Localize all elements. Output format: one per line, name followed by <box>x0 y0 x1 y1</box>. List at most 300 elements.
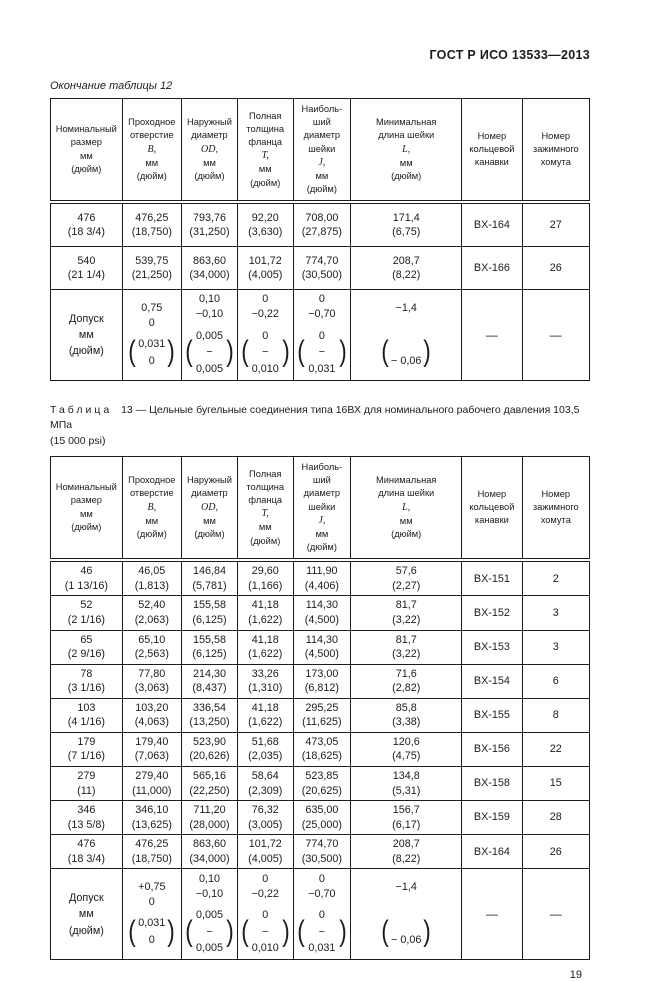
table-cell <box>181 247 237 290</box>
cell-line: 523,85 <box>305 770 339 783</box>
cell-line: 92,20 <box>251 211 279 224</box>
table-row <box>51 560 590 596</box>
cell-line: 120,6 <box>392 735 420 748</box>
tolerance-inch-values <box>240 328 291 378</box>
tolerance-mm-line: 0 <box>148 896 155 909</box>
cell-line: 57,6 <box>395 565 417 578</box>
header-line: диаметр <box>303 488 341 499</box>
cell-line: 155,58 <box>192 633 226 646</box>
cell-line: 155,58 <box>192 599 226 612</box>
table-cell: 28 <box>522 801 589 835</box>
table-cell <box>51 560 123 596</box>
header-line: (дюйм) <box>71 163 102 174</box>
cell-line: (22,250) <box>189 784 230 797</box>
cell-line: (8,437) <box>192 682 227 695</box>
cell-line: (3,005) <box>248 818 283 831</box>
tolerance-mm-values <box>240 872 291 902</box>
tolerance-paren-left: ( <box>185 914 193 948</box>
cell-line: (1,622) <box>248 716 283 729</box>
table-cell <box>51 698 123 732</box>
cell-line: (2,063) <box>134 613 169 626</box>
tolerance-paren-right: ) <box>281 914 290 948</box>
cell-line: 214,30 <box>192 667 226 680</box>
cell-line: 101,72 <box>248 254 282 267</box>
table-cell <box>51 202 123 247</box>
header-line: отверстие <box>129 488 174 499</box>
cell-line: (27,875) <box>301 226 342 239</box>
header-line: (дюйм) <box>194 528 225 539</box>
table-cell: 27 <box>522 202 589 247</box>
tolerance-paren-right: ) <box>339 335 347 369</box>
tolerance-inch-line <box>391 915 421 932</box>
table-cell: BX-155 <box>462 698 522 732</box>
tolerance-paren-left: ( <box>128 335 137 369</box>
header-line: размер <box>70 495 102 506</box>
header-line: Номер <box>541 488 571 499</box>
cell-line: 41,18 <box>251 701 279 714</box>
cell-line: (4,005) <box>248 852 283 865</box>
cell-line: (3,630) <box>248 226 283 239</box>
table-cell <box>122 596 181 630</box>
header-line: мм <box>203 515 216 526</box>
table-cell <box>181 801 237 835</box>
table13-caption <box>50 403 590 450</box>
cell-line: 85,8 <box>395 701 417 714</box>
tolerance-label-line: Допуск <box>68 312 104 325</box>
tolerance-mm-line <box>353 895 459 910</box>
header-line: канавки <box>474 157 509 168</box>
cell-line: (2,309) <box>248 784 283 797</box>
cell-line: 279 <box>77 770 96 783</box>
tolerance-mm-line: −0,22 <box>251 887 279 900</box>
table-row <box>51 835 590 869</box>
cell-line: (3,22) <box>392 613 421 626</box>
tolerance-inch-values <box>184 328 235 378</box>
table-cell <box>122 835 181 869</box>
header-row <box>51 456 590 560</box>
tolerance-label-line: Допуск <box>68 892 104 905</box>
tolerance-dash-cell: — <box>462 869 522 960</box>
cell-line: (34,000) <box>189 852 230 865</box>
cell-line: (2,82) <box>392 682 421 695</box>
cell-line: 565,16 <box>192 770 226 783</box>
table-row <box>51 630 590 664</box>
cell-line: (21 1/4) <box>67 269 105 282</box>
header-line: диаметр <box>191 130 228 141</box>
tolerance-mm-values <box>296 872 349 902</box>
cell-line: (20,626) <box>189 750 230 763</box>
header-line: канавки <box>474 515 509 526</box>
tolerance-mm-line: 0 <box>262 293 269 306</box>
column-header-6 <box>351 456 462 560</box>
header-line: Проходное <box>128 475 176 486</box>
table-cell <box>351 664 462 698</box>
cell-line: (2 1/16) <box>67 613 105 626</box>
header-line: мм <box>258 164 272 175</box>
cell-line: (1,813) <box>134 579 169 592</box>
tolerance-mm-line <box>353 316 459 331</box>
table13-caption-line1 <box>50 403 590 435</box>
cell-line: 76,32 <box>251 804 279 817</box>
table-cell <box>293 732 351 766</box>
tolerance-inch-values <box>296 328 349 378</box>
header-line: размер <box>70 137 102 148</box>
header-line: (дюйм) <box>306 184 337 195</box>
header-line: диаметр <box>191 488 228 499</box>
table-cell <box>51 732 123 766</box>
cell-line: (5,781) <box>192 579 227 592</box>
cell-line: 708,00 <box>305 211 339 224</box>
table-cell <box>238 664 294 698</box>
header-line: Номер <box>541 130 571 141</box>
tolerance-inch-values <box>240 907 291 957</box>
cell-line: (8,22) <box>392 852 421 865</box>
tolerance-mm-line: 0 <box>318 293 325 306</box>
cell-line: (18 3/4) <box>67 852 105 865</box>
table-cell <box>351 247 462 290</box>
table-cell <box>181 835 237 869</box>
table-cell <box>122 630 181 664</box>
variable-symbol: J, <box>318 514 326 526</box>
tolerance-inch-values <box>353 915 459 948</box>
table-cell <box>122 732 181 766</box>
table-cell <box>238 767 294 801</box>
header-line: мм <box>315 528 329 539</box>
table-cell <box>238 202 294 247</box>
tolerance-mm-line: −0,10 <box>195 308 224 321</box>
cell-line: (4,500) <box>304 613 339 626</box>
table-cell <box>293 664 351 698</box>
tolerance-inch-stack <box>391 915 421 948</box>
table-cell: BX-151 <box>462 560 522 596</box>
header-line: Наиболь- <box>301 461 343 472</box>
cell-line: (6,75) <box>392 226 421 239</box>
table13-caption-text: 13 — Цельные бугельные соединения типа 16ВХ для номинального рабочего давления 103,5 МПа <box>50 403 580 432</box>
cell-line: (6,17) <box>392 818 421 831</box>
tolerance-inch-values <box>353 336 459 369</box>
cell-line: 476,25 <box>135 211 169 224</box>
table-cell: BX-166 <box>462 247 522 290</box>
table-cell: BX-164 <box>462 202 522 247</box>
cell-line: 103,20 <box>135 701 169 714</box>
tolerance-mm-line: 0 <box>262 872 269 885</box>
table-cell: 3 <box>522 596 589 630</box>
header-line: зажимного <box>532 144 579 155</box>
table-cell <box>293 202 351 247</box>
tolerance-paren-left: ( <box>241 914 249 948</box>
tolerance-inch-line: 0 <box>262 329 269 342</box>
header-line: длина шейки <box>378 130 435 141</box>
cell-line: (1,622) <box>248 648 283 661</box>
cell-line: 476 <box>77 211 96 224</box>
tolerance-inch-stack <box>251 328 280 378</box>
cell-line: (4,500) <box>304 648 339 661</box>
header-row <box>51 99 590 203</box>
tolerance-inch-stack <box>307 907 338 957</box>
table-cell: BX-164 <box>462 835 522 869</box>
table-cell <box>351 596 462 630</box>
header-line: (дюйм) <box>194 170 225 181</box>
table-cell: 26 <box>522 247 589 290</box>
table-cell <box>181 596 237 630</box>
column-header-3 <box>181 456 237 560</box>
cell-line: (3,22) <box>392 648 421 661</box>
table-cell <box>293 247 351 290</box>
tolerance-inch-line: 0 <box>318 908 325 921</box>
cell-line: 774,70 <box>305 254 339 267</box>
variable-symbol: J, <box>318 156 326 168</box>
header-line: Наиболь- <box>301 104 343 114</box>
table-cell <box>238 247 294 290</box>
table-cell <box>181 202 237 247</box>
cell-line: (4,75) <box>392 750 421 763</box>
table-cell <box>181 732 237 766</box>
cell-line: (1,310) <box>248 682 283 695</box>
tolerance-paren-left: ( <box>381 335 389 369</box>
cell-line: 41,18 <box>251 633 279 646</box>
table-cell <box>351 630 462 664</box>
tolerance-label-line: (дюйм) <box>68 924 104 937</box>
cell-line: (18,625) <box>301 750 342 763</box>
cell-line: (11,000) <box>132 784 172 797</box>
header-line: шейки <box>308 501 336 512</box>
header-line: ший <box>312 475 331 486</box>
header-line: Минимальная <box>375 117 437 128</box>
cell-line: 134,8 <box>392 770 420 783</box>
tolerance-inch-values <box>184 907 235 957</box>
header-line: (дюйм) <box>306 542 337 553</box>
cell-line: (8,22) <box>392 269 421 282</box>
cell-line: 171,4 <box>392 211 420 224</box>
cell-line: (6,125) <box>192 648 227 661</box>
cell-line: (34,000) <box>189 269 230 282</box>
cell-line: 81,7 <box>395 599 417 612</box>
table-cell <box>293 835 351 869</box>
table-cell <box>238 732 294 766</box>
cell-line: 635,00 <box>305 804 339 817</box>
cell-line: 476,25 <box>135 838 169 851</box>
table-cell <box>351 801 462 835</box>
tolerance-cell <box>181 290 237 380</box>
header-line: кольцевой <box>469 502 515 513</box>
header-line: мм <box>315 170 329 181</box>
tolerance-mm-values <box>353 880 459 910</box>
table-cell <box>238 801 294 835</box>
tolerance-inch-stack <box>195 907 224 957</box>
cell-line: 279,40 <box>135 770 169 783</box>
column-header-1 <box>51 456 123 560</box>
cell-line: 65,10 <box>138 633 166 646</box>
table-cell <box>238 630 294 664</box>
table-cell <box>238 698 294 732</box>
tolerance-cell <box>351 869 462 960</box>
tolerance-mm-values <box>184 292 235 322</box>
cell-line: (31,250) <box>189 226 230 239</box>
cell-line: (6,125) <box>192 613 227 626</box>
table-cell <box>238 560 294 596</box>
header-line: зажимного <box>532 502 579 513</box>
table-cell <box>293 596 351 630</box>
tolerance-paren-left: ( <box>381 914 389 948</box>
table-cell <box>181 630 237 664</box>
cell-line: 77,80 <box>138 667 166 680</box>
table-cell: 15 <box>522 767 589 801</box>
tolerance-cell <box>293 290 351 380</box>
cell-line: 156,7 <box>392 804 420 817</box>
header-line: (дюйм) <box>250 535 281 546</box>
page-number: 19 <box>569 969 582 981</box>
cell-line: 863,60 <box>192 838 226 851</box>
cell-line: 346 <box>77 804 96 817</box>
tolerance-paren-right: ) <box>281 335 290 369</box>
header-line: Номинальный <box>55 482 117 493</box>
cell-line: 46 <box>80 565 93 578</box>
table-cell: BX-156 <box>462 732 522 766</box>
tolerance-inch-line: − 0,005 <box>195 346 223 375</box>
tolerance-inch-line: 0 <box>148 354 155 367</box>
tolerance-inch-line: 0 <box>148 934 155 947</box>
table-cell <box>122 698 181 732</box>
header-line: Полная <box>249 468 282 479</box>
table-cell <box>51 596 123 630</box>
tolerance-mm-values <box>353 301 459 331</box>
cell-line: (6,812) <box>304 682 339 695</box>
tolerance-mm-line: 0,10 <box>198 293 220 306</box>
cell-line: (18,750) <box>131 226 172 239</box>
tolerance-mm-line: −1,4 <box>395 881 417 894</box>
table13-caption-word: Таблица <box>50 403 113 416</box>
table-cell: 3 <box>522 630 589 664</box>
tolerance-label-cell <box>51 290 123 380</box>
table-cell <box>293 560 351 596</box>
tolerance-cell <box>122 290 181 380</box>
cell-line: 179,40 <box>135 735 169 748</box>
cell-line: (11) <box>77 784 96 797</box>
cell-line: 336,54 <box>192 701 226 714</box>
tolerance-inch-line: 0 <box>318 329 325 342</box>
table-row <box>51 698 590 732</box>
cell-line: (7,063) <box>134 750 169 763</box>
cell-line: (5,31) <box>392 784 421 797</box>
header-line: шейки <box>308 143 336 154</box>
cell-line: 101,72 <box>248 838 282 851</box>
table-cell <box>51 630 123 664</box>
header-line: ший <box>312 117 331 128</box>
column-header-5 <box>293 99 351 203</box>
header-line: фланца <box>248 494 283 505</box>
cell-line: (2,27) <box>392 579 421 592</box>
tolerance-paren-right: ) <box>339 914 347 948</box>
table-cell <box>293 698 351 732</box>
tolerance-mm-line: −0,22 <box>251 308 279 321</box>
tolerance-paren-right: ) <box>423 914 432 948</box>
variable-symbol: OD, <box>201 143 218 155</box>
cell-line: 29,60 <box>251 565 279 578</box>
table-cell <box>122 801 181 835</box>
table-header <box>51 99 590 203</box>
header-line: Номер <box>477 130 507 141</box>
variable-symbol: L, <box>402 143 411 155</box>
tolerance-inch-stack <box>251 907 280 957</box>
tolerance-mm-line: 0 <box>148 316 155 329</box>
cell-line: 52,40 <box>138 599 166 612</box>
header-line: Минимальная <box>375 475 437 486</box>
variable-symbol: L, <box>402 501 411 513</box>
cell-line: (18,750) <box>131 852 172 865</box>
header-line: толщина <box>246 481 285 492</box>
table-body <box>51 202 590 380</box>
table-row <box>51 664 590 698</box>
cell-line: 476 <box>77 838 96 851</box>
tolerance-dash-cell: — <box>522 290 589 380</box>
tolerance-inch-line: 0,031 <box>138 917 166 930</box>
table12-continuation-label: Окончание таблицы 12 <box>50 80 173 92</box>
cell-line: 295,25 <box>305 701 339 714</box>
cell-line: 539,75 <box>135 254 169 267</box>
cell-line: 523,90 <box>192 735 226 748</box>
cell-line: (30,500) <box>301 852 342 865</box>
table-cell <box>122 767 181 801</box>
table-cell <box>122 664 181 698</box>
cell-line: (3,063) <box>134 682 169 695</box>
tolerance-cell <box>293 869 351 960</box>
header-line: мм <box>203 157 216 168</box>
table-cell: BX-154 <box>462 664 522 698</box>
cell-line: 46,05 <box>138 565 166 578</box>
tolerance-paren-right: ) <box>423 335 432 369</box>
table13-caption-line2: (15 000 psi) <box>50 435 106 448</box>
column-header-4 <box>238 99 294 203</box>
header-line: (дюйм) <box>136 170 167 181</box>
header-line: (дюйм) <box>250 177 281 188</box>
tolerance-paren-left: ( <box>296 914 305 948</box>
table-13 <box>50 456 590 960</box>
tolerance-mm-values <box>240 292 291 322</box>
tolerance-inch-stack <box>195 328 224 378</box>
table-cell <box>238 835 294 869</box>
table-cell: 6 <box>522 664 589 698</box>
header-line: мм <box>258 522 272 533</box>
cell-line: 179 <box>77 735 96 748</box>
header-line: мм <box>79 150 93 161</box>
column-header-1 <box>51 99 123 203</box>
cell-line: 65 <box>80 633 93 646</box>
tolerance-mm-line: 0,10 <box>198 872 220 885</box>
header-line: хомута <box>540 515 571 526</box>
tolerance-paren-left: ( <box>296 335 305 369</box>
tolerance-row <box>51 869 590 960</box>
cell-line: (21,250) <box>131 269 172 282</box>
table-12 <box>50 98 590 381</box>
cell-line: (2 9/16) <box>67 648 105 661</box>
cell-line: 58,64 <box>251 770 279 783</box>
column-header-5 <box>293 456 351 560</box>
column-header-7 <box>462 456 522 560</box>
tolerance-inch-stack <box>307 328 338 378</box>
tolerance-cell <box>238 869 294 960</box>
column-header-8 <box>522 456 589 560</box>
tolerance-mm-values <box>184 872 235 902</box>
cell-line: (4,063) <box>134 716 169 729</box>
table-cell <box>238 596 294 630</box>
tolerance-inch-line: − 0,010 <box>251 346 279 375</box>
cell-line: 711,20 <box>193 804 226 817</box>
variable-symbol: B, <box>147 501 157 513</box>
cell-line: (1 13/16) <box>64 579 108 592</box>
table-cell <box>51 664 123 698</box>
variable-symbol: B, <box>147 143 157 155</box>
cell-line: 208,7 <box>392 838 420 851</box>
